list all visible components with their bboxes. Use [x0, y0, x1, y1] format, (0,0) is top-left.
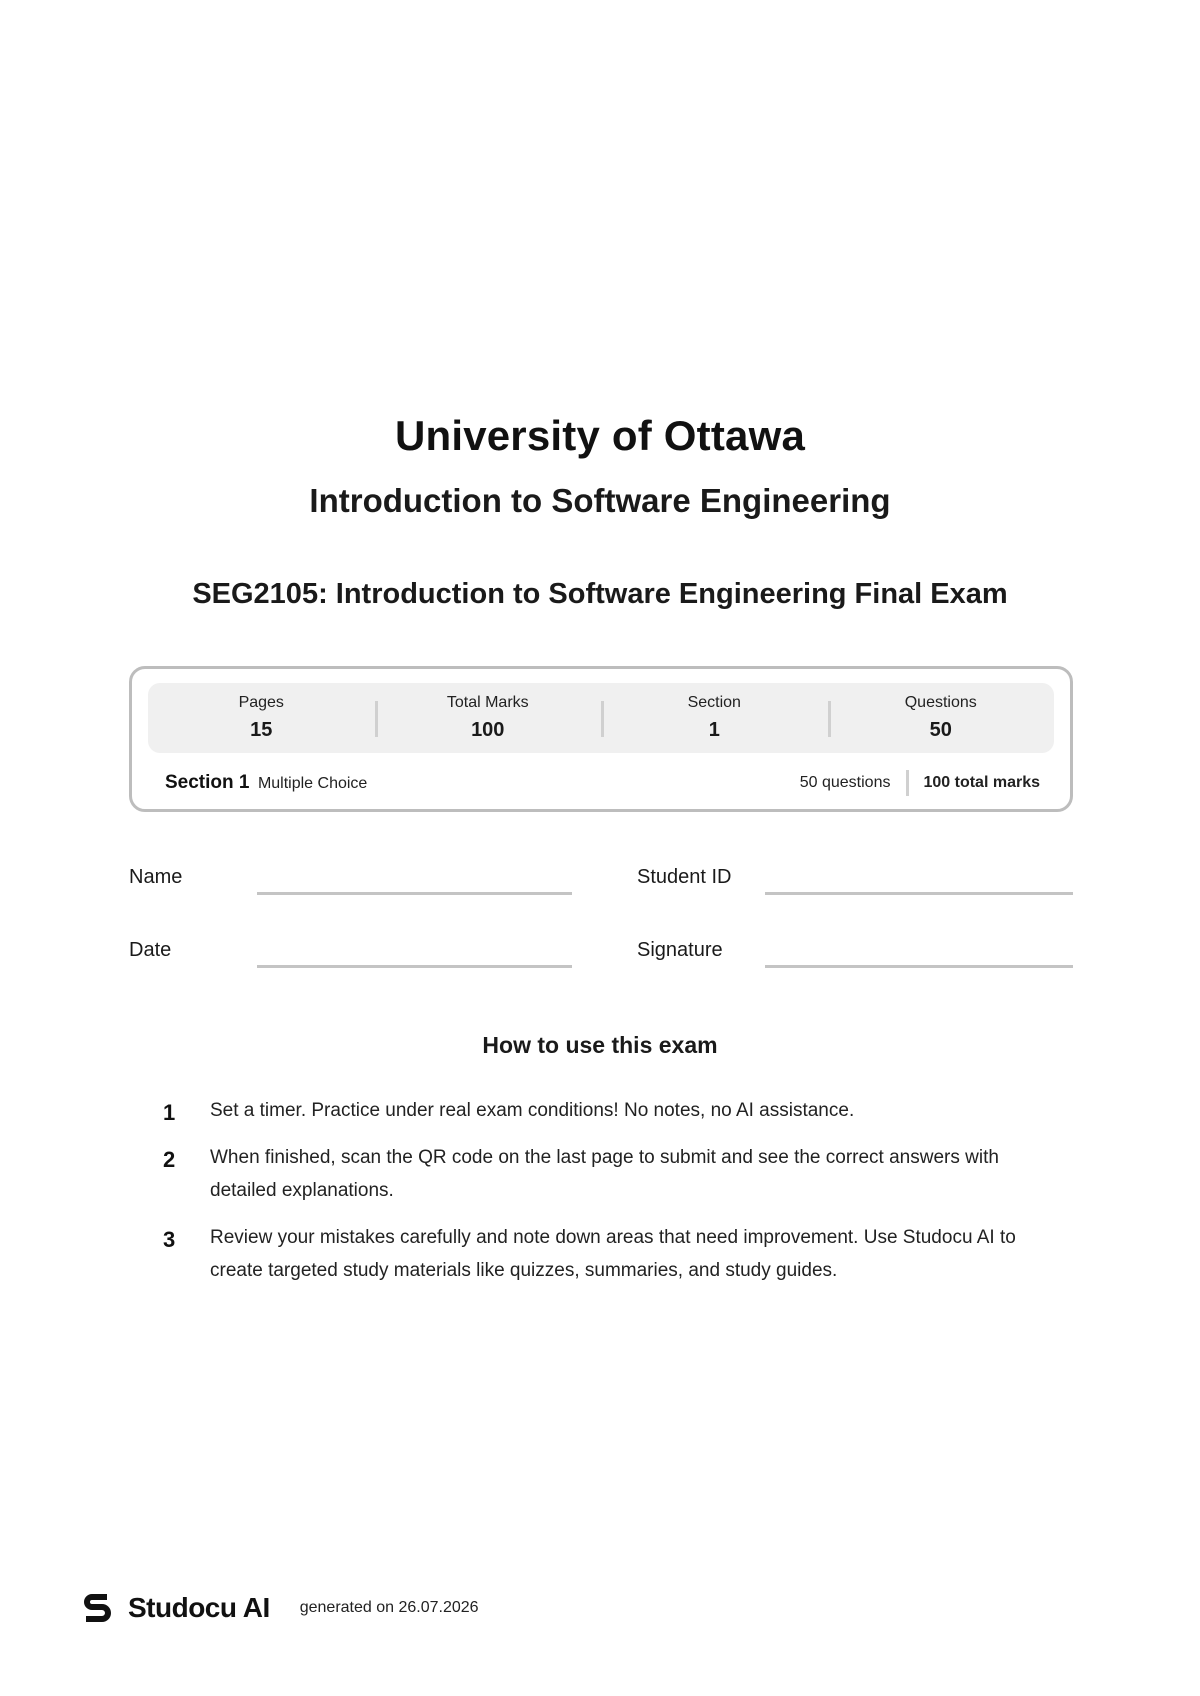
- stat-label: Questions: [904, 694, 977, 711]
- exam-stats-bar: [148, 683, 1054, 753]
- student-id-field: [637, 864, 1073, 904]
- signature-field: [637, 937, 1073, 977]
- step-text: Set a timer. Practice under real exam conditions! No notes, no AI assistance.: [210, 1100, 855, 1121]
- stat-value: 15: [250, 719, 273, 741]
- date-field: [129, 937, 572, 977]
- section-type: Multiple Choice: [257, 775, 368, 792]
- signature-label: Signature: [637, 939, 723, 961]
- stat-value: 50: [929, 719, 952, 741]
- student-id-label: Student ID: [637, 866, 732, 888]
- step-number: 2: [163, 1147, 176, 1172]
- stat-pages: [148, 683, 375, 753]
- list-item: [160, 1094, 1060, 1127]
- list-item: [160, 1141, 1060, 1207]
- stat-section: [601, 683, 828, 753]
- exam-title: SEG2105: Introduction to Software Engineering Final Exam: [192, 578, 1008, 610]
- footer: [80, 1588, 479, 1628]
- instructions-title: How to use this exam: [482, 1032, 718, 1058]
- section-summary-row: [165, 769, 1040, 797]
- exam-info-card: [129, 666, 1073, 812]
- section-meta: [800, 769, 1040, 797]
- stat-label: Pages: [238, 694, 284, 711]
- student-id-input-line[interactable]: [765, 892, 1073, 895]
- instructions-list: [160, 1094, 1060, 1301]
- section-heading: [165, 769, 367, 798]
- generated-date: generated on 26.07.2026: [299, 1599, 479, 1616]
- step-number: 1: [163, 1100, 176, 1125]
- name-label: Name: [129, 866, 183, 888]
- section-name: Section 1: [165, 772, 250, 793]
- stat-total-marks: [375, 683, 602, 753]
- date-input-line[interactable]: [257, 965, 572, 968]
- brand-name: Studocu AI: [128, 1592, 270, 1623]
- name-field: [129, 864, 572, 904]
- university-title: University of Ottawa: [394, 412, 806, 459]
- studocu-logo-icon: [80, 1590, 116, 1626]
- section-question-count: 50 questions: [799, 774, 891, 791]
- stat-questions: [828, 683, 1055, 753]
- signature-input-line[interactable]: [765, 965, 1073, 968]
- step-text: When finished, scan the QR code on the last page to submit and see the correct answers with detailed explanations.: [210, 1147, 999, 1201]
- date-label: Date: [129, 939, 172, 961]
- stat-label: Total Marks: [446, 694, 529, 711]
- name-input-line[interactable]: [257, 892, 572, 895]
- section-meta-divider: [906, 770, 909, 796]
- stat-label: Section: [687, 694, 741, 711]
- step-text: Review your mistakes carefully and note down areas that need improvement. Use Studocu AI to create targeted study materials like quizzes, summaries, and study guides.: [210, 1227, 1016, 1281]
- step-number: 3: [163, 1227, 176, 1252]
- list-item: [160, 1221, 1060, 1287]
- section-marks-number: 100: [923, 774, 951, 791]
- stat-value: 1: [708, 719, 720, 741]
- section-marks-suffix: total marks: [954, 774, 1040, 791]
- course-title: Introduction to Software Engineering: [309, 482, 891, 519]
- section-total-marks: [923, 774, 1040, 792]
- stat-value: 100: [471, 719, 505, 741]
